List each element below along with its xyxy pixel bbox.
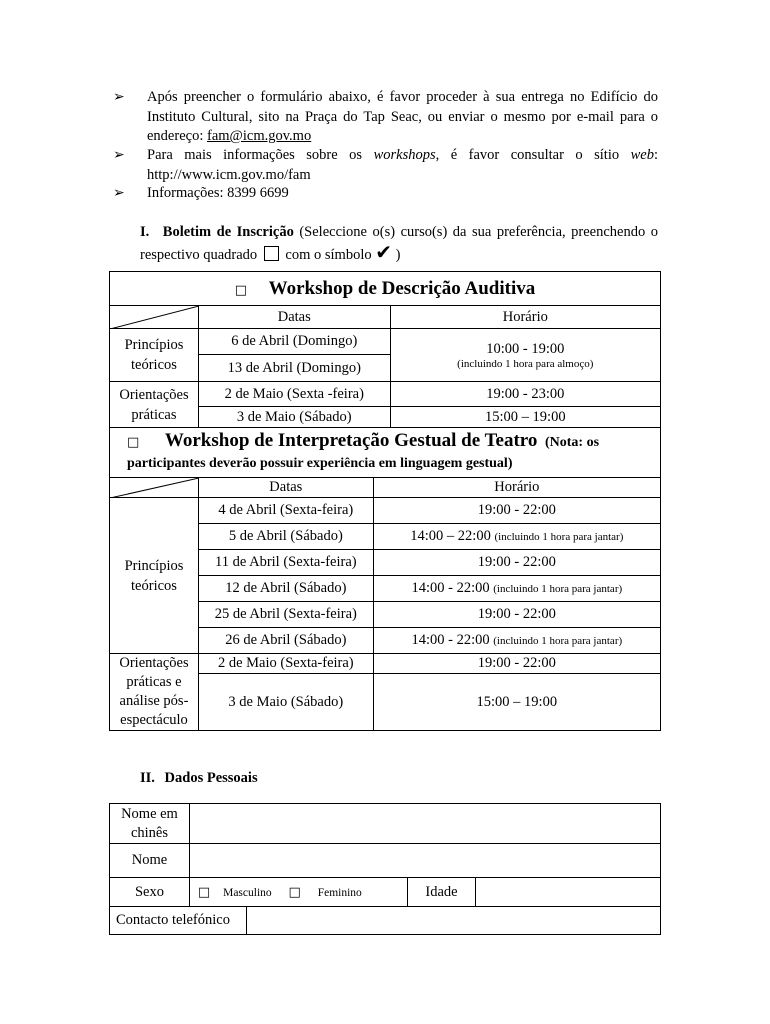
sex-options — [189, 878, 407, 907]
practice-date: 3 de Maio (Sábado) — [198, 407, 390, 428]
section1-text-b: com o símbolo — [281, 247, 376, 263]
diagonal-line — [110, 478, 199, 498]
theory-label: Princípios teóricos — [110, 498, 199, 654]
workshop2-table — [109, 427, 661, 731]
theory-time: 14:00 - 22:00 — [411, 632, 490, 648]
theory-date: 26 de Abril (Sábado) — [198, 628, 373, 654]
workshop1-header — [110, 272, 661, 306]
workshop2-header — [110, 428, 661, 478]
workshop1-table — [109, 271, 661, 428]
section1-number: I. — [140, 224, 150, 240]
theory-time-note: (incluindo 1 hora para jantar) — [493, 583, 623, 595]
age-input[interactable] — [476, 878, 661, 907]
personal-data-table — [109, 803, 661, 935]
age-label: Idade — [407, 878, 476, 907]
info-text-workshops: workshops — [373, 147, 436, 163]
name-chinese-input[interactable] — [189, 804, 660, 844]
theory-time-note: (incluindo 1 hora para jantar) — [493, 635, 623, 647]
theory-date: 13 de Abril (Domingo) — [198, 355, 390, 382]
practice-label: Orientações práticas — [110, 382, 199, 428]
col-time-header: Horário — [390, 306, 660, 329]
info-text-pre: Para mais informações sobre os — [147, 147, 374, 163]
diagonal-header-cell — [110, 306, 199, 329]
theory-time: 10:00 - 19:00 — [486, 340, 565, 357]
section2-title: Dados Pessoais — [164, 770, 258, 786]
section1-text-c: ) — [392, 247, 401, 263]
section2-number: II. — [140, 770, 155, 786]
checkbox-sample-icon — [264, 246, 279, 261]
female-checkbox[interactable]: □ — [288, 884, 301, 900]
theory-time-cell — [390, 329, 660, 382]
theory-time-cell — [373, 602, 660, 628]
diagonal-line — [110, 306, 199, 329]
theory-time-note: (incluindo 1 hora para jantar) — [494, 531, 624, 543]
info-phone-text: Informações: 8399 6699 — [147, 185, 289, 201]
theory-date: 12 de Abril (Sábado) — [198, 576, 373, 602]
info-text-web: web — [630, 147, 654, 163]
theory-time-note: (incluindo 1 hora para almoço) — [457, 357, 594, 370]
practice-date: 2 de Maio (Sexta -feira) — [198, 382, 390, 407]
theory-time: 19:00 - 22:00 — [477, 502, 556, 518]
workshop2-note: (Nota: os participantes deverão possuir experiência em linguagem gestual) — [127, 435, 600, 471]
instruction-submit-text: Após preencher o formulário abaixo, é favor proceder à sua entrega no Edifício do Instituto Cultural, sito na Praça do Tap Seac, ou enviar o mesmo por e-mail para o endereço: — [147, 89, 658, 144]
name-input[interactable] — [189, 844, 660, 878]
phone-input[interactable] — [246, 907, 660, 935]
practice-time: 19:00 - 22:00 — [373, 654, 660, 674]
theory-time: 19:00 - 22:00 — [477, 554, 556, 570]
theory-label: Princípios teóricos — [110, 329, 199, 382]
bullet-arrow-icon: ➢ — [113, 90, 125, 105]
workshop1-checkbox[interactable]: □ — [234, 282, 248, 298]
section1-text-a: (Seleccione o(s) curso(s) da sua preferência, preenchendo o respectivo quadrado — [140, 224, 658, 263]
section1-title: Boletim de Inscrição — [162, 224, 294, 240]
section2-heading — [140, 770, 258, 787]
practice-date: 3 de Maio (Sábado) — [198, 674, 373, 731]
female-label: Feminino — [317, 886, 362, 899]
instruction-item-submit — [113, 88, 658, 148]
col-dates-header: Datas — [198, 306, 390, 329]
theory-time: 19:00 - 22:00 — [477, 606, 556, 622]
practice-time: 19:00 - 23:00 — [390, 382, 660, 407]
male-checkbox[interactable]: □ — [197, 884, 211, 900]
instruction-item-phone — [113, 184, 658, 204]
col-time-header: Horário — [373, 478, 660, 498]
practice-date: 2 de Maio (Sexta-feira) — [198, 654, 373, 674]
theory-date: 11 de Abril (Sexta-feira) — [198, 550, 373, 576]
practice-time: 15:00 – 19:00 — [390, 407, 660, 428]
male-label: Masculino — [223, 886, 272, 899]
workshop1-title: Workshop de Descrição Auditiva — [268, 277, 536, 299]
section1-heading — [140, 222, 658, 265]
sex-label: Sexo — [110, 878, 190, 907]
info-text-url: : http://www.icm.gov.mo/fam — [147, 147, 658, 183]
practice-time: 15:00 – 19:00 — [373, 674, 660, 731]
name-chinese-label: Nome em chinês — [110, 804, 190, 844]
instruction-item-info — [113, 146, 658, 186]
theory-date: 25 de Abril (Sexta-feira) — [198, 602, 373, 628]
workshop2-title: Workshop de Interpretação Gestual de Teatro — [164, 430, 538, 451]
practice-label: Orientações práticas e análise pós-espectáculo — [110, 654, 199, 731]
col-dates-header: Datas — [198, 478, 373, 498]
checkmark-icon: ✔ — [375, 240, 393, 264]
email-link[interactable]: fam@icm.gov.mo — [206, 128, 312, 144]
theory-date: 6 de Abril (Domingo) — [198, 329, 390, 355]
theory-time-cell — [373, 498, 660, 524]
bullet-arrow-icon: ➢ — [113, 148, 125, 163]
theory-time-cell — [373, 576, 660, 602]
phone-label: Contacto telefónico — [110, 907, 247, 935]
theory-time: 14:00 - 22:00 — [411, 580, 490, 596]
name-label: Nome — [110, 844, 190, 878]
theory-time-cell — [373, 524, 660, 550]
theory-time-cell — [373, 628, 660, 654]
theory-date: 4 de Abril (Sexta-feira) — [198, 498, 373, 524]
info-text-mid: , é favor consultar o sítio — [435, 147, 631, 163]
workshop2-checkbox[interactable]: □ — [127, 435, 140, 450]
diagonal-header-cell — [110, 478, 199, 498]
theory-time-cell — [373, 550, 660, 576]
theory-time: 14:00 – 22:00 — [410, 528, 491, 544]
theory-date: 5 de Abril (Sábado) — [198, 524, 373, 550]
bullet-arrow-icon: ➢ — [113, 186, 125, 201]
